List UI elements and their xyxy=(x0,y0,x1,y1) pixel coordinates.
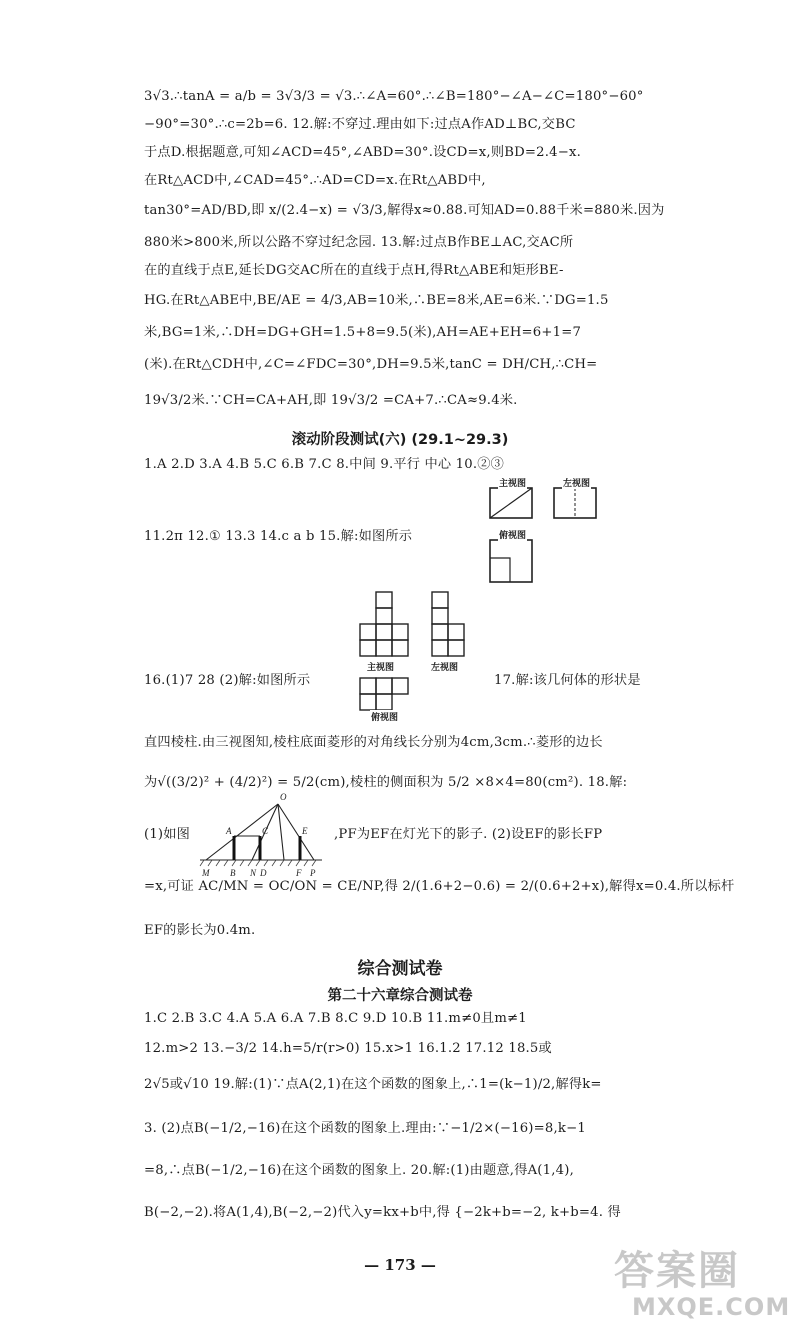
text-line: 直四棱柱.由三视图知,棱柱底面菱形的对角线长分别为4cm,3cm.∴菱形的边长 xyxy=(144,735,603,750)
point-label: P xyxy=(310,868,316,878)
point-label: F xyxy=(296,868,302,878)
text-line: 17.解:该几何体的形状是 xyxy=(494,673,641,688)
text-line: B(−2,−2).将A(1,4),B(−2,−2)代入y=kx+b中,得 {−2k+b=−2, k+b=4. 得 xyxy=(144,1205,621,1220)
point-label: O xyxy=(280,792,287,802)
left-view-label: 左视图 xyxy=(430,660,459,673)
top-view-label: 俯视图 xyxy=(370,710,399,723)
text-line: 3√3.∴tanA = a/b = 3√3/3 = √3.∴∠A=60°.∴∠B=180°−∠A−∠C=180°−60° xyxy=(144,89,644,104)
text-line: 1.C 2.B 3.C 4.A 5.A 6.A 7.B 8.C 9.D 10.B 11.m≠0且m≠1 xyxy=(144,1011,527,1026)
text-line: 为√((3/2)² + (4/2)²) = 5/2(cm),棱柱的侧面积为 5/2 ×8×4=80(cm²). 18.解: xyxy=(144,775,628,790)
page-number: — 173 — xyxy=(364,1256,436,1274)
text-line: tan30°=AD/BD,即 x/(2.4−x) = √3/3,解得x≈0.88.可知AD=0.88千米=880米.因为 xyxy=(144,203,665,218)
cube-views-figure xyxy=(356,592,486,722)
text-line: 19√3/2米.∵CH=CA+AH,即 19√3/2 =CA+7.∴CA≈9.4米. xyxy=(144,393,518,408)
watermark xyxy=(580,1239,791,1329)
front-view-label: 主视图 xyxy=(498,476,527,489)
text-line: EF的影长为0.4m. xyxy=(144,923,256,938)
top-view-label: 俯视图 xyxy=(498,528,527,541)
point-label: M xyxy=(202,868,210,878)
text-line: 在的直线于点E,延长DG交AC所在的直线于点H,得Rt△ABE和矩形BE- xyxy=(144,263,564,278)
text-line: =x,可证 AC/MN = OC/ON = CE/NP,得 2/(1.6+2−0.6) = 2/(0.6+2+x),解得x=0.4.所以标杆 xyxy=(144,879,735,894)
watermark-url: MXQE.COM xyxy=(632,1293,791,1321)
text-line: ,PF为EF在灯光下的影子. (2)设EF的影长FP xyxy=(334,827,603,842)
chapter-heading: 第二十六章综合测试卷 xyxy=(327,988,473,1004)
point-label: D xyxy=(260,868,267,878)
comprehensive-heading: 综合测试卷 xyxy=(357,959,443,979)
text-line: 2√5或√10 19.解:(1)∵点A(2,1)在这个函数的图象上,∴1=(k−1)/2,解得k= xyxy=(144,1077,602,1092)
text-line: (1)如图 xyxy=(144,827,191,842)
left-view-label: 左视图 xyxy=(562,476,591,489)
watermark-logo-text: 答案圈 xyxy=(614,1248,740,1294)
section-heading: 滚动阶段测试(六) (29.1~29.3) xyxy=(291,432,509,448)
point-label: B xyxy=(230,868,236,878)
text-line: 米,BG=1米,∴DH=DG+GH=1.5+8=9.5(米),AH=AE+EH=6+1=7 xyxy=(144,325,582,340)
cube-views-drawing xyxy=(356,592,486,722)
point-label: C xyxy=(262,826,269,836)
text-line: 11.2π 12.① 13.3 14.c a b 15.解:如图所示 xyxy=(144,529,413,544)
text-line: =8,∴点B(−1/2,−16)在这个函数的图象上. 20.解:(1)由题意,得A(1,4), xyxy=(144,1163,574,1178)
text-line: 12.m>2 13.−3/2 14.h=5/r(r>0) 15.x>1 16.1.2 17.12 18.5或 xyxy=(144,1041,552,1056)
text-line: 880米>800米,所以公路不穿过纪念园. 13.解:过点B作BE⊥AC,交AC所 xyxy=(144,235,574,250)
point-label: A xyxy=(226,826,232,836)
text-line: (米).在Rt△CDH中,∠C=∠FDC=30°,DH=9.5米,tanC = DH/CH,∴CH= xyxy=(144,357,598,372)
text-line: 在Rt△ACD中,∠CAD=45°.∴AD=CD=x.在Rt△ABD中, xyxy=(144,173,486,188)
point-label: N xyxy=(250,868,257,878)
text-line: 1.A 2.D 3.A 4.B 5.C 6.B 7.C 8.中间 9.平行 中心 10.②③ xyxy=(144,457,505,472)
light-shadow-figure xyxy=(198,790,326,882)
text-line: 16.(1)7 28 (2)解:如图所示 xyxy=(144,673,311,688)
front-view-label: 主视图 xyxy=(366,660,395,673)
light-shadow-drawing xyxy=(198,790,326,882)
text-line: 于点D.根据题意,可知∠ACD=45°,∠ABD=30°.设CD=x,则BD=2.4−x. xyxy=(144,145,581,160)
text-line: 3. (2)点B(−1/2,−16)在这个函数的图象上.理由:∵−1/2×(−16)=8,k−1 xyxy=(144,1121,586,1136)
text-line: −90°=30°.∴c=2b=6. 12.解:不穿过.理由如下:过点A作AD⊥BC,交BC xyxy=(144,117,576,132)
point-label: E xyxy=(302,826,308,836)
text-line: HG.在Rt△ABE中,BE/AE = 4/3,AB=10米,∴BE=8米,AE=6米.∵DG=1.5 xyxy=(144,293,609,308)
